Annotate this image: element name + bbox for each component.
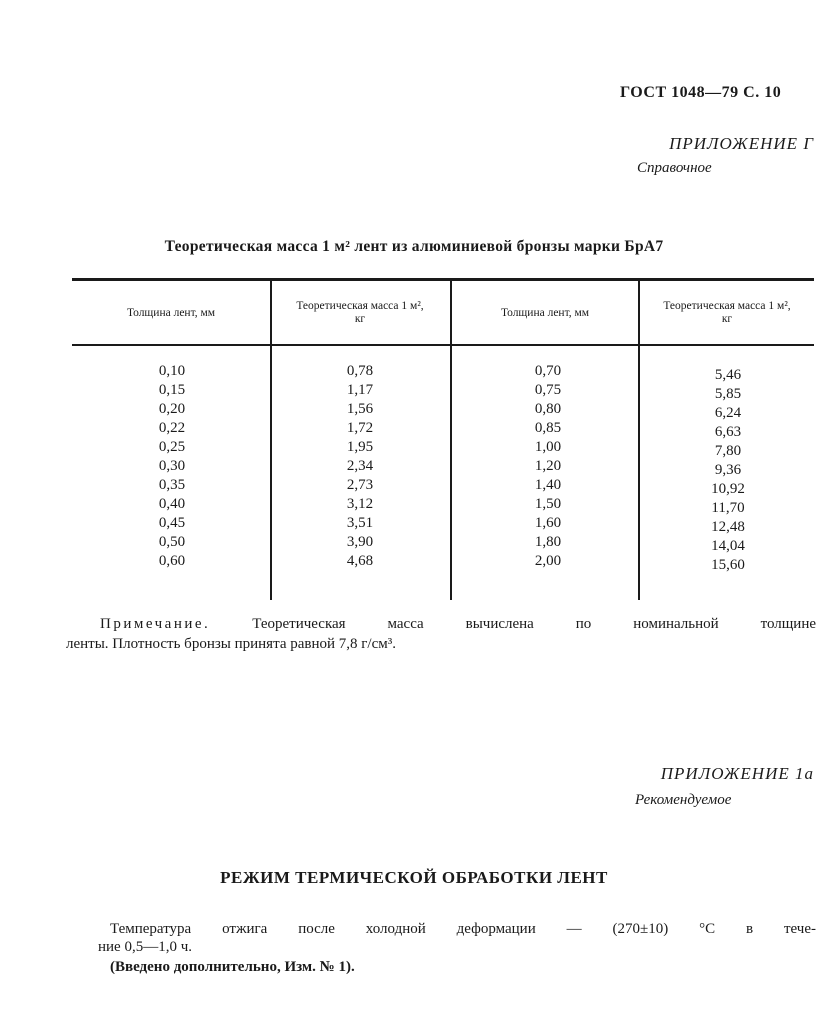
section-body: [98, 920, 816, 976]
table-cell: 3,12: [346, 496, 374, 512]
table-cell: 0,25: [158, 439, 186, 455]
table-cell: 0,45: [158, 515, 186, 531]
table-cell: 1,20: [534, 458, 562, 474]
table-cell: 0,78: [346, 363, 374, 379]
section-title: РЕЖИМ ТЕРМИЧЕСКОЙ ОБРАБОТКИ ЛЕНТ: [220, 868, 608, 887]
table-cell: 1,60: [534, 515, 562, 531]
table-cell: 1,50: [534, 496, 562, 512]
table-cell: 6,24: [714, 405, 742, 421]
appendix-g-type: Справочное: [637, 160, 712, 176]
table-cell: 1,72: [346, 420, 374, 436]
appendix-1a-type: Рекомендуемое: [635, 792, 732, 808]
header-mass-2: Теоретическая масса 1 м², кг: [663, 300, 791, 325]
table-cell: 12,48: [711, 519, 745, 535]
table-cell: 14,04: [711, 538, 745, 554]
table-column-divider: [270, 278, 272, 600]
table-cell: 2,73: [346, 477, 374, 493]
table-cell: 0,35: [158, 477, 186, 493]
table-top-rule: [72, 278, 814, 281]
table-cell: 0,10: [158, 363, 186, 379]
table-cell: 1,56: [346, 401, 374, 417]
table-cell: 0,80: [534, 401, 562, 417]
table-cell: 0,40: [158, 496, 186, 512]
note-label: Примечание.: [100, 616, 211, 632]
table-cell: 0,70: [534, 363, 562, 379]
column-thickness-2: [508, 362, 588, 571]
table-cell: 0,15: [158, 382, 186, 398]
table-header-rule: [72, 344, 814, 346]
column-mass-2: [688, 366, 768, 575]
header-thickness-1: Толщина лент, мм: [126, 306, 216, 319]
table-cell: 0,30: [158, 458, 186, 474]
table-cell: 3,51: [346, 515, 374, 531]
table-cell: 5,46: [714, 367, 742, 383]
table-cell: 3,90: [346, 534, 374, 550]
table-cell: 15,60: [711, 557, 745, 573]
table-cell: 0,85: [534, 420, 562, 436]
table-cell: 5,85: [714, 386, 742, 402]
column-thickness-1: [132, 362, 212, 571]
table-note: [66, 614, 816, 654]
table-cell: 2,00: [534, 553, 562, 569]
column-mass-1: [320, 362, 400, 571]
table-cell: 0,20: [158, 401, 186, 417]
note-text-1: Теоретическая масса вычислена по номинальной толщине: [252, 616, 816, 632]
table-cell: 7,80: [714, 443, 742, 459]
table-title: Теоретическая масса 1 м² лент из алюминиевой бронзы марки БрА7: [164, 238, 664, 255]
table-cell: 4,68: [346, 553, 374, 569]
table-cell: 10,92: [711, 481, 745, 497]
table-cell: 0,22: [158, 420, 186, 436]
appendix-g-title: ПРИЛОЖЕНИЕ Г: [669, 134, 814, 153]
note-text-2: ленты. Плотность бронзы принята равной 7,8 г/см³.: [66, 636, 396, 652]
table-cell: 1,80: [534, 534, 562, 550]
table-column-divider: [638, 278, 640, 600]
header-mass-1: Теоретическая масса 1 м², кг: [296, 300, 424, 325]
header-thickness-2: Толщина лент, мм: [500, 306, 590, 319]
appendix-1a-title: ПРИЛОЖЕНИЕ 1а: [660, 764, 814, 783]
amendment-note: (Введено дополнительно, Изм. № 1).: [110, 959, 355, 975]
table-cell: 2,34: [346, 458, 374, 474]
mass-table: [72, 278, 814, 600]
page-header: ГОСТ 1048—79 С. 10: [620, 84, 782, 101]
table-cell: 1,40: [534, 477, 562, 493]
body-line-2: ние 0,5—1,0 ч.: [98, 939, 193, 955]
body-line-1: Температура отжига после холодной деформации — (270±10) °С в тече-: [110, 921, 816, 937]
table-cell: 11,70: [711, 500, 745, 516]
table-cell: 1,00: [534, 439, 562, 455]
table-cell: 9,36: [714, 462, 742, 478]
table-cell: 1,17: [346, 382, 374, 398]
table-cell: 0,60: [158, 553, 186, 569]
table-cell: 0,75: [534, 382, 562, 398]
table-cell: 1,95: [346, 439, 374, 455]
table-cell: 6,63: [714, 424, 742, 440]
table-cell: 0,50: [158, 534, 186, 550]
